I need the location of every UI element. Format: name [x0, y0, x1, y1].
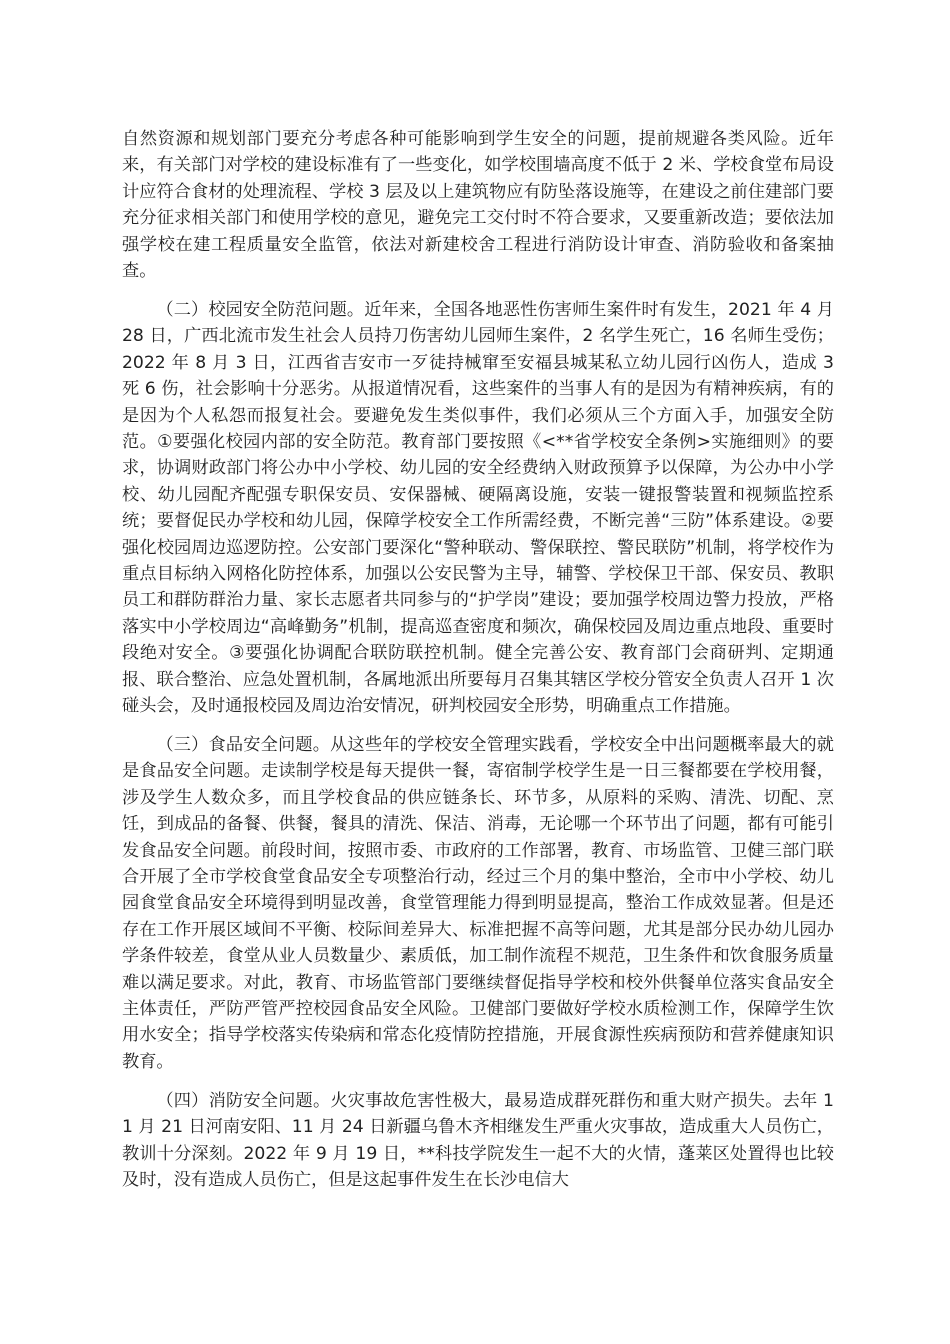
paragraph-campus-security: （二）校园安全防范问题。近年来，全国各地恶性伤害师生案件时有发生，2021 年 4 月 28 日，广西北流市发生社会人员持刀伤害幼儿园师生案件，2 名学生死亡，16 名师生受伤；2022 年 8 月 3 日，江西省吉安市一歹徒持械窜至安福县城某私立幼儿园行凶伤人，造成 3 死 6 伤，社会影响十分恶劣。从报道情况看，这些案件的当事人有的是因为有精神疾病，有的是因为个人私怨而报复社会。要避免发生类似事件，我们必须从三个方面入手，加强安全防范。①要强化校园内部的安全防范。教育部门要按照《<**省学校安全条例>实施细则》的要求，协调财政部门将公办中小学校、幼儿园的安全经费纳入财政预算予以保障，为公办中小学校、幼儿园配齐配强专职保安员、安保器械、硬隔离设施，安装一键报警装置和视频监控系统；要督促民办学校和幼儿园，保障学校安全工作所需经费，不断完善“三防”体系建设。②要强化校园周边巡逻防控。公安部门要深化“警种联动、警保联控、警民联防”机制，将学校作为重点目标纳入网格化防控体系，加强以公安民警为主导，辅警、学校保卫干部、保安员、教职员工和群防群治力量、家长志愿者共同参与的“护学岗”建设；要加强学校周边警力投放，严格落实中小学校周边“高峰勤务”机制，提高巡查密度和频次，确保校园及周边重点地段、重要时段绝对安全。③要强化协调配合联防联控机制。健全完善公安、教育部门会商研判、定期通报、联合整治、应急处置机制，各属地派出所要每月召集其辖区学校分管安全负责人召开 1 次碰头会，及时通报校园及周边治安情况，研判校园安全形势，明确重点工作措施。	[122, 299, 834, 717]
paragraph-planning-risks: 自然资源和规划部门要充分考虑各种可能影响到学生安全的问题，提前规避各类风险。近年来，有关部门对学校的建设标准有了一些变化，如学校围墙高度不低于 2 米、学校食堂布局设计应符合食材的处理流程、学校 3 层及以上建筑物应有防坠落设施等，在建设之前住建部门要充分征求相关部门和使用学校的意见，避免完工交付时不符合要求，又要重新改造；要依法加强学校在建工程质量安全监管，依法对新建校舍工程进行消防设计审查、消防验收和备案抽查。	[122, 129, 834, 282]
paragraph-fire-safety: （四）消防安全问题。火灾事故危害性极大，最易造成群死群伤和重大财产损失。去年 11 月 21 日河南安阳、11 月 24 日新疆乌鲁木齐相继发生严重火灾事故，造成重大人员伤亡，教训十分深刻。2022 年 9 月 19 日，**科技学院发生一起不大的火情，蓬莱区处置得也比较及时，没有造成人员伤亡，但是这起事件发生在长沙电信大	[122, 1090, 834, 1190]
paragraph-food-safety: （三）食品安全问题。从这些年的学校安全管理实践看，学校安全中出问题概率最大的就是食品安全问题。走读制学校是每天提供一餐，寄宿制学校学生是一日三餐都要在学校用餐，涉及学生人数众多，而且学校食品的供应链条长、环节多，从原料的采购、清洗、切配、烹饪，到成品的备餐、供餐，餐具的清洗、保洁、消毒，无论哪一个环节出了问题，都有可能引发食品安全问题。前段时间，按照市委、市政府的工作部署，教育、市场监管、卫健三部门联合开展了全市学校食堂食品安全专项整治行动，经过三个月的集中整治，全市中小学校、幼儿园食堂食品安全环境得到明显改善，食堂管理能力得到明显提高，整治工作成效显著。但是还存在工作开展区域间不平衡、校际间差异大、标准把握不高等问题，尤其是部分民办幼儿园办学条件较差，食堂从业人员数量少、素质低，加工制作流程不规范，卫生条件和饮食服务质量难以满足要求。对此，教育、市场监管部门要继续督促指导学校和校外供餐单位落实食品安全主体责任，严防严管严控校园食品安全风险。卫健部门要做好学校水质检测工作，保障学生饮用水安全；指导学校落实传染病和常态化疫情防控措施，开展食源性疾病预防和营养健康知识教育。	[122, 734, 834, 1072]
document-body	[122, 126, 834, 1206]
